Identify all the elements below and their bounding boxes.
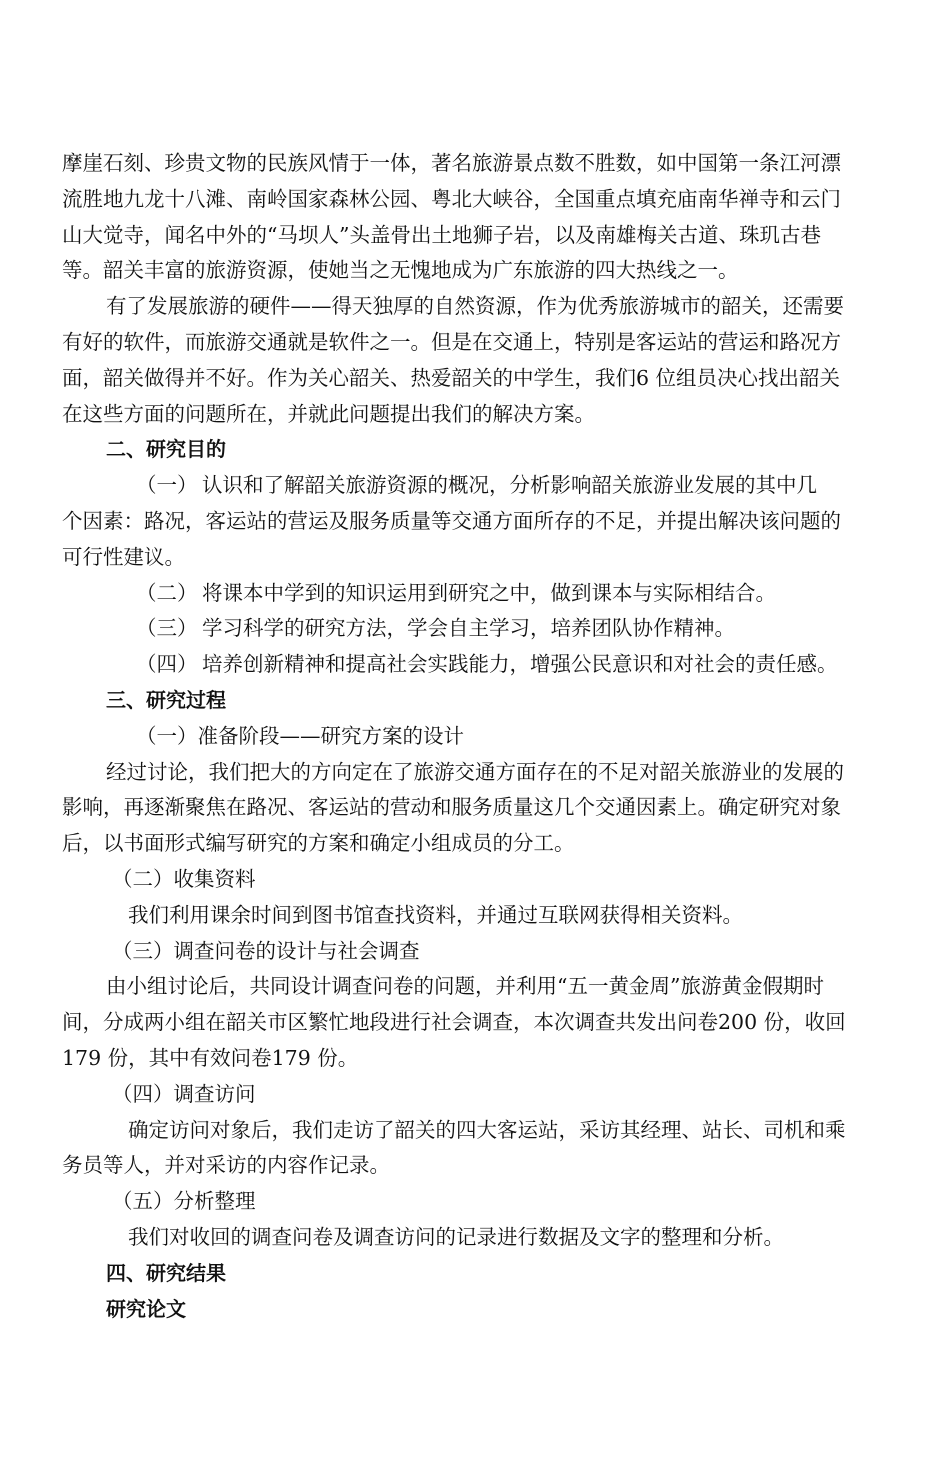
stage-text: 由小组讨论后，共同设计调查问卷的问题，并利用“五一黄金周”旅游黄金假期时 xyxy=(106,974,824,999)
goal-item-3 xyxy=(62,611,892,647)
goal-text: 学习科学的研究方法，学会自主学习，培养团队协作精神。 xyxy=(202,616,735,641)
goal-text: 培养创新精神和提高社会实践能力，增强公民意识和对社会的责任感。 xyxy=(202,652,838,677)
goal-number: （三） xyxy=(136,616,198,641)
stage-title: （五）分析整理 xyxy=(112,1189,256,1214)
paragraph-line: 山大觉寺，闻名中外的“马坝人”头盖骨出土地狮子岩，以及南雄梅关古道、珠玑古巷 xyxy=(62,222,821,247)
subheading-research-paper: 研究论文 xyxy=(106,1296,186,1321)
goal-item-1 xyxy=(62,468,892,575)
paragraph-line: 有了发展旅游的硬件——得天独厚的自然资源，作为优秀旅游城市的韶关，还需要 xyxy=(106,294,844,319)
goal-text: 个因素：路况，客运站的营运及服务质量等交通方面所存的不足，并提出解决该问题的 xyxy=(62,508,841,533)
goal-text: 认识和了解韶关旅游资源的概况，分析影响韶关旅游业发展的其中几 xyxy=(202,473,817,498)
stage-text: 影响，再逐渐聚焦在路况、客运站的营动和服务质量这几个交通因素上。确定研究对象 xyxy=(62,795,841,820)
goal-text: 可行性建议。 xyxy=(62,544,185,569)
stage-text: 我们对收回的调查问卷及调查访问的记录进行数据及文字的整理和分析。 xyxy=(128,1224,784,1249)
stage-text: 确定访问对象后，我们走访了韶关的四大客运站，采访其经理、站长、司机和乘 xyxy=(128,1117,846,1142)
stage-4 xyxy=(62,1077,892,1184)
stage-text: 179 份，其中有效问卷179 份。 xyxy=(62,1045,359,1070)
goal-number: （二） xyxy=(136,580,198,605)
stage-title: （三）调查问卷的设计与社会调查 xyxy=(112,938,420,963)
stage-5 xyxy=(62,1184,892,1256)
stage-1 xyxy=(62,719,892,862)
stage-title: （二）收集资料 xyxy=(112,866,256,891)
goal-text: 将课本中学到的知识运用到研究之中，做到课本与实际相结合。 xyxy=(202,580,776,605)
stage-title: （一）准备阶段——研究方案的设计 xyxy=(136,723,464,748)
goal-number: （四） xyxy=(136,652,198,677)
stage-text: 务员等人，并对采访的内容作记录。 xyxy=(62,1153,390,1178)
paragraph-line: 在这些方面的问题所在，并就此问题提出我们的解决方案。 xyxy=(62,401,595,426)
paragraph-line: 面，韶关做得并不好。作为关心韶关、热爱韶关的中学生，我们6 位组员决心找出韶关 xyxy=(62,365,841,390)
section-heading-research-process: 三、研究过程 xyxy=(106,687,226,712)
goal-item-4 xyxy=(62,647,892,683)
intro-paragraph-2 xyxy=(62,289,892,432)
document-body xyxy=(62,146,892,1327)
paragraph-line: 摩崖石刻、珍贵文物的民族风情于一体，著名旅游景点数不胜数，如中国第一条江河漂 xyxy=(62,151,841,175)
stage-text: 经过讨论，我们把大的方向定在了旅游交通方面存在的不足对韶关旅游业的发展的 xyxy=(106,759,844,784)
paragraph-line: 等。韶关丰富的旅游资源，使她当之无愧地成为广东旅游的四大热线之一。 xyxy=(62,258,739,283)
stage-2 xyxy=(62,862,892,934)
stage-3 xyxy=(62,934,892,1077)
paragraph-line: 流胜地九龙十八滩、南岭国家森林公园、粤北大峡谷，全国重点填充庙南华禅寺和云门 xyxy=(62,186,841,211)
section-heading-research-goals: 二、研究目的 xyxy=(106,437,226,462)
goal-item-2 xyxy=(62,576,892,612)
section-heading-research-results: 四、研究结果 xyxy=(106,1260,226,1285)
stage-text: 我们利用课余时间到图书馆查找资料，并通过互联网获得相关资料。 xyxy=(128,902,743,927)
stage-title: （四）调查访问 xyxy=(112,1081,256,1106)
goal-number: （一） xyxy=(136,473,198,498)
stage-text: 间，分成两小组在韶关市区繁忙地段进行社会调查，本次调查共发出问卷200 份，收回 xyxy=(62,1010,846,1035)
stage-text: 后，以书面形式编写研究的方案和确定小组成员的分工。 xyxy=(62,831,575,856)
paragraph-line: 有好的软件，而旅游交通就是软件之一。但是在交通上，特别是客运站的营运和路况方 xyxy=(62,329,841,354)
intro-paragraph-1 xyxy=(62,146,892,289)
